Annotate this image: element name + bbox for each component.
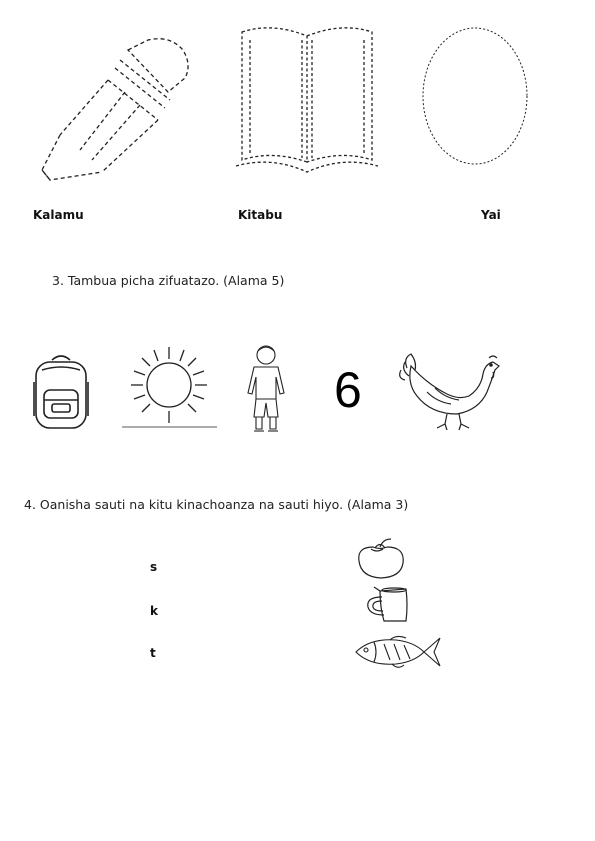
question-3-text: 3. Tambua picha zifuatazo. (Alama 5) bbox=[52, 273, 285, 288]
sound-letter-k: k bbox=[150, 604, 158, 618]
sound-letter-t: t bbox=[150, 646, 156, 660]
backpack-icon bbox=[30, 352, 92, 432]
tracing-label-pen: Kalamu bbox=[33, 208, 84, 222]
hen-icon bbox=[397, 348, 505, 433]
tracing-label-egg: Yai bbox=[481, 208, 501, 222]
pencil-tracing-icon bbox=[20, 30, 200, 185]
sun-icon bbox=[122, 345, 217, 430]
tracing-label-book: Kitabu bbox=[238, 208, 283, 222]
question-4-text: 4. Oanisha sauti na kitu kinachoanza na sauti hiyo. (Alama 3) bbox=[24, 497, 409, 512]
fish-icon bbox=[352, 634, 442, 672]
book-tracing-icon bbox=[232, 22, 382, 182]
jug-icon bbox=[362, 585, 414, 625]
egg-tracing-icon bbox=[418, 24, 533, 169]
number-six: 6 bbox=[334, 362, 362, 418]
boy-icon bbox=[240, 343, 292, 435]
tomato-icon bbox=[353, 537, 408, 582]
sound-letter-s: s bbox=[150, 560, 158, 574]
